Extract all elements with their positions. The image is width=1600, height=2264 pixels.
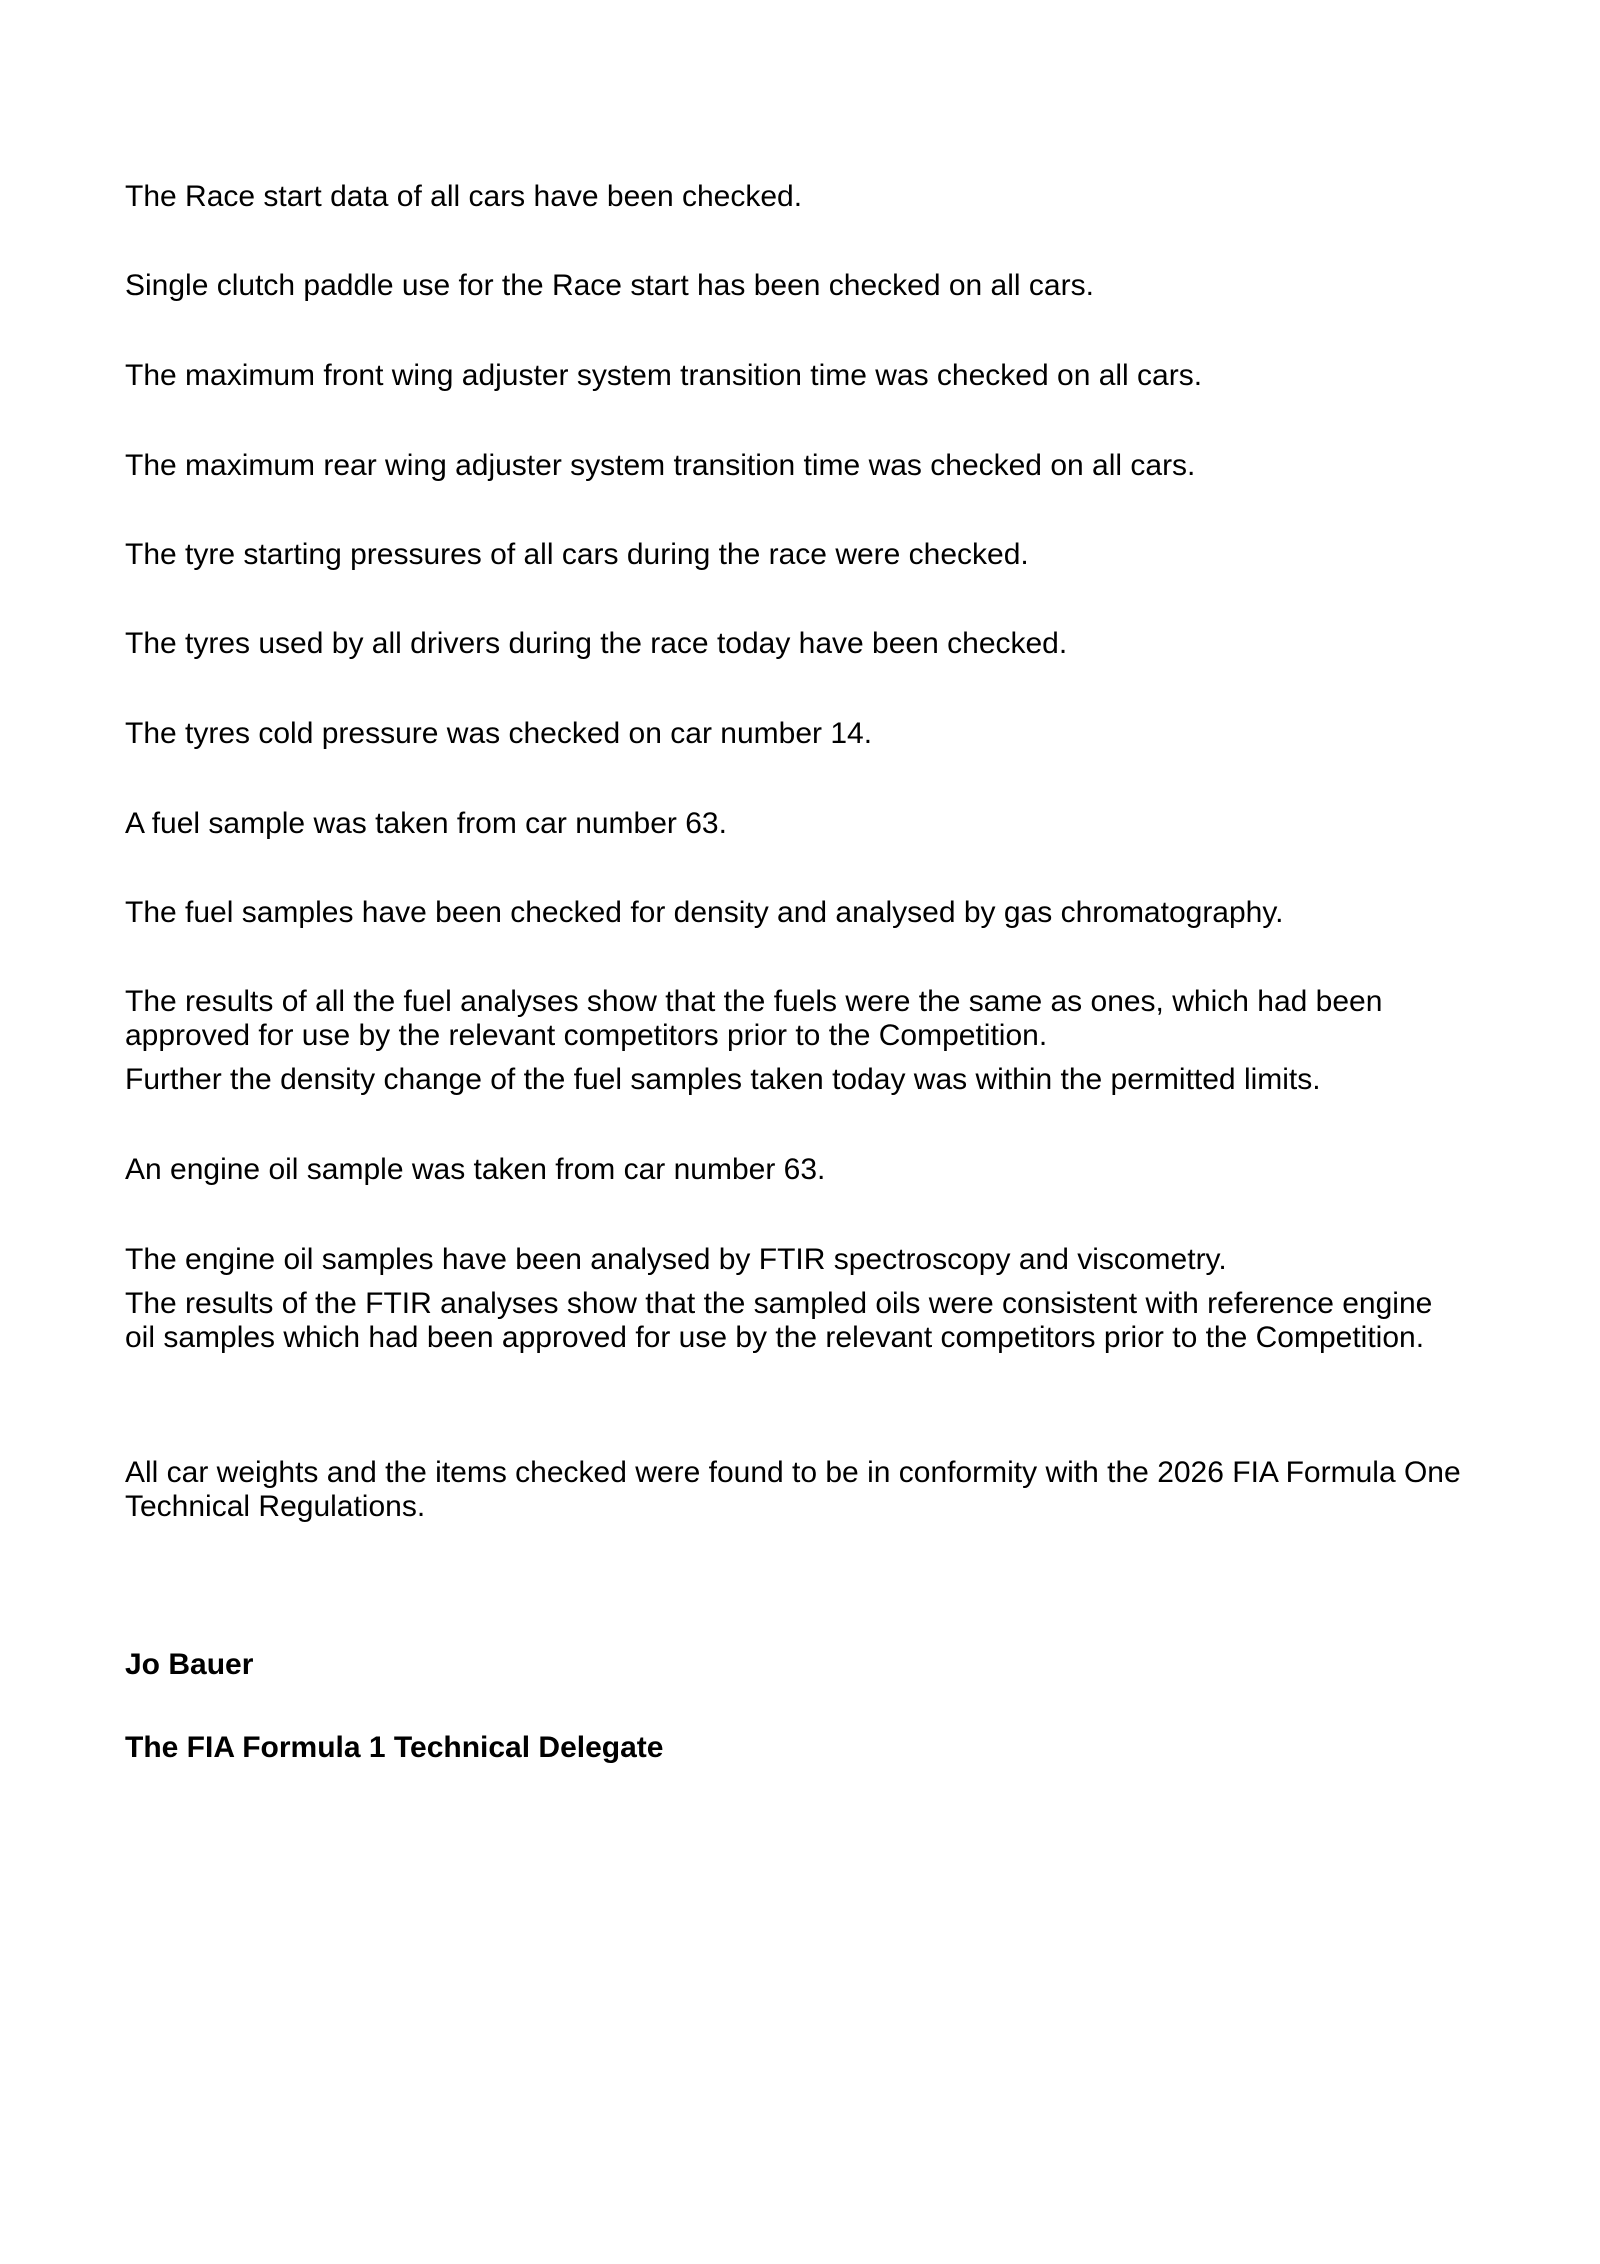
paragraph-fuel-sample: A fuel sample was taken from car number 63. (125, 807, 727, 840)
paragraph-fuel-analyses-line-1: The results of all the fuel analyses show that the fuels were the same as ones, which had been (125, 985, 1383, 1018)
paragraph-tyres-used: The tyres used by all drivers during the race today have been checked. (125, 627, 1068, 660)
paragraph-conformity-line-1: All car weights and the items checked were found to be in conformity with the 2026 FIA Formula One (125, 1456, 1461, 1489)
paragraph-engine-oil-analysed: The engine oil samples have been analysed by FTIR spectroscopy and viscometry. (125, 1243, 1227, 1276)
paragraph-ftir-results-line-1: The results of the FTIR analyses show that the sampled oils were consistent with reference engine (125, 1287, 1433, 1320)
signatory-title: The FIA Formula 1 Technical Delegate (125, 1731, 664, 1764)
paragraph-tyres-cold-pressure: The tyres cold pressure was checked on car number 14. (125, 717, 873, 750)
paragraph-race-start-data: The Race start data of all cars have been checked. (125, 180, 803, 213)
paragraph-density-change: Further the density change of the fuel samples taken today was within the permitted limits. (125, 1063, 1321, 1096)
paragraph-front-wing: The maximum front wing adjuster system transition time was checked on all cars. (125, 359, 1203, 392)
paragraph-tyre-starting-pressures: The tyre starting pressures of all cars during the race were checked. (125, 538, 1029, 571)
signatory-name: Jo Bauer (125, 1648, 254, 1681)
paragraph-fuel-analyses-line-2: approved for use by the relevant competitors prior to the Competition. (125, 1019, 1048, 1052)
paragraph-fuel-density: The fuel samples have been checked for density and analysed by gas chromatography. (125, 896, 1284, 929)
paragraph-rear-wing: The maximum rear wing adjuster system transition time was checked on all cars. (125, 449, 1196, 482)
paragraph-conformity-line-2: Technical Regulations. (125, 1490, 426, 1523)
paragraph-ftir-results-line-2: oil samples which had been approved for use by the relevant competitors prior to the Competition. (125, 1321, 1425, 1354)
paragraph-engine-oil-sample: An engine oil sample was taken from car number 63. (125, 1153, 826, 1186)
paragraph-clutch-paddle: Single clutch paddle use for the Race start has been checked on all cars. (125, 269, 1094, 302)
